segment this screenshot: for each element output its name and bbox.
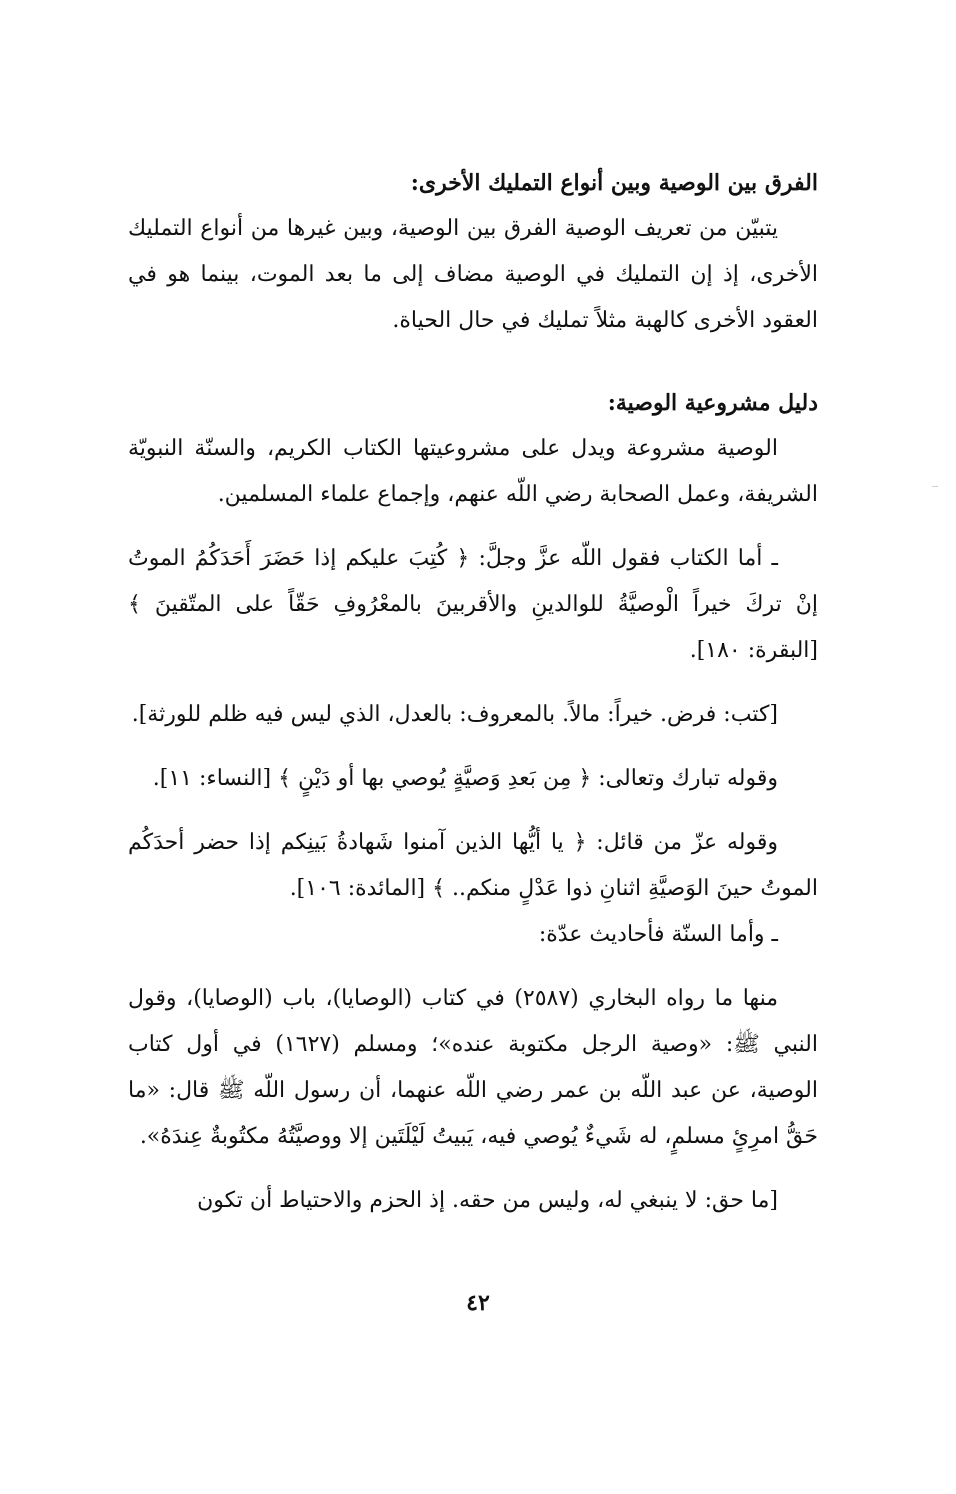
section-heading-legitimacy: دليل مشروعية الوصية: — [607, 390, 818, 416]
paragraph-verse-nisa: وقوله تبارك وتعالى: ﴿ مِن بَعدِ وَصيَّةٍ يُوصي بها أو دَيْنٍ ﴾ [النساء: ١١]. — [152, 766, 778, 791]
paragraph-hadith: منها ما رواه البخاري (٢٥٨٧) في كتاب (الوصايا)، باب (الوصايا)، وقول النبي ﷺ: «وصية الرجل مكتوبة عنده»؛ ومسلم (١٦٢٧) في أول كتاب الوصية، عن عبد اللّه بن عمر رضي اللّه عنهما، أن رسول اللّه ﷺ قال: «ما حَقُّ امرِئٍ مسلمٍ، له شَيءٌ يُوصي فيه، يَبيتُ لَيْلَتَين إلا ووصيَّتُهُ مكتُوبةٌ عِندَهُ». — [128, 986, 818, 1149]
paragraph-legitimacy-intro: الوصية مشروعة ويدل على مشروعيتها الكتاب الكريم، والسنّة النبويّة الشريفة، وعمل الصحابة رضي اللّه عنهم، وإجماع علماء المسلمين. — [128, 436, 818, 507]
margin-mark — [932, 486, 938, 487]
section-heading-difference: الفرق بين الوصية وبين أنواع التمليك الأخرى: — [410, 170, 818, 196]
page-number: ٤٢ — [466, 1290, 490, 1316]
paragraph-quran-verse: ـ أما الكتاب فقول اللّه عزَّ وجلَّ: ﴿ كُتِبَ عليكم إذا حَضَرَ أَحَدَكُمُ الموتُ إنْ تركَ خيراً الْوصيَّةُ للوالدينِ والأقربينَ بالمعْرُوفِ حَقّاً على المتّقينَ ﴾ [البقرة: ١٨٠]. — [128, 546, 818, 663]
paragraph-gloss-verse: [كتب: فرض. خيراً: مالاً. بالمعروف: بالعدل، الذي ليس فيه ظلم للورثة]. — [131, 702, 778, 727]
page-text — [128, 160, 818, 1224]
paragraph-verse-maida: وقوله عزّ من قائل: ﴿ يا أيُّها الذين آمنوا شَهادةُ بَينِكم إذا حضر أحدَكُم الموتُ حينَ الوَصيَّةِ اثنانِ ذوا عَدْلٍ منكم.. ﴾ [المائدة: ١٠٦]. — [128, 830, 818, 901]
paragraph-gloss-hadith: [ما حق: لا ينبغي له، وليس من حقه. إذ الحزم والاحتياط أن تكون — [197, 1188, 778, 1213]
paragraph-sunnah-intro: ـ وأما السنّة فأحاديث عدّة: — [538, 922, 778, 947]
paragraph-difference: يتبيّن من تعريف الوصية الفرق بين الوصية، وبين غيرها من أنواع التمليك الأخرى، إذ إن التمليك في الوصية مضاف إلى ما بعد الموت، بينما هو في العقود الأخرى كالهبة مثلاً تمليك في حال الحياة. — [128, 216, 818, 333]
